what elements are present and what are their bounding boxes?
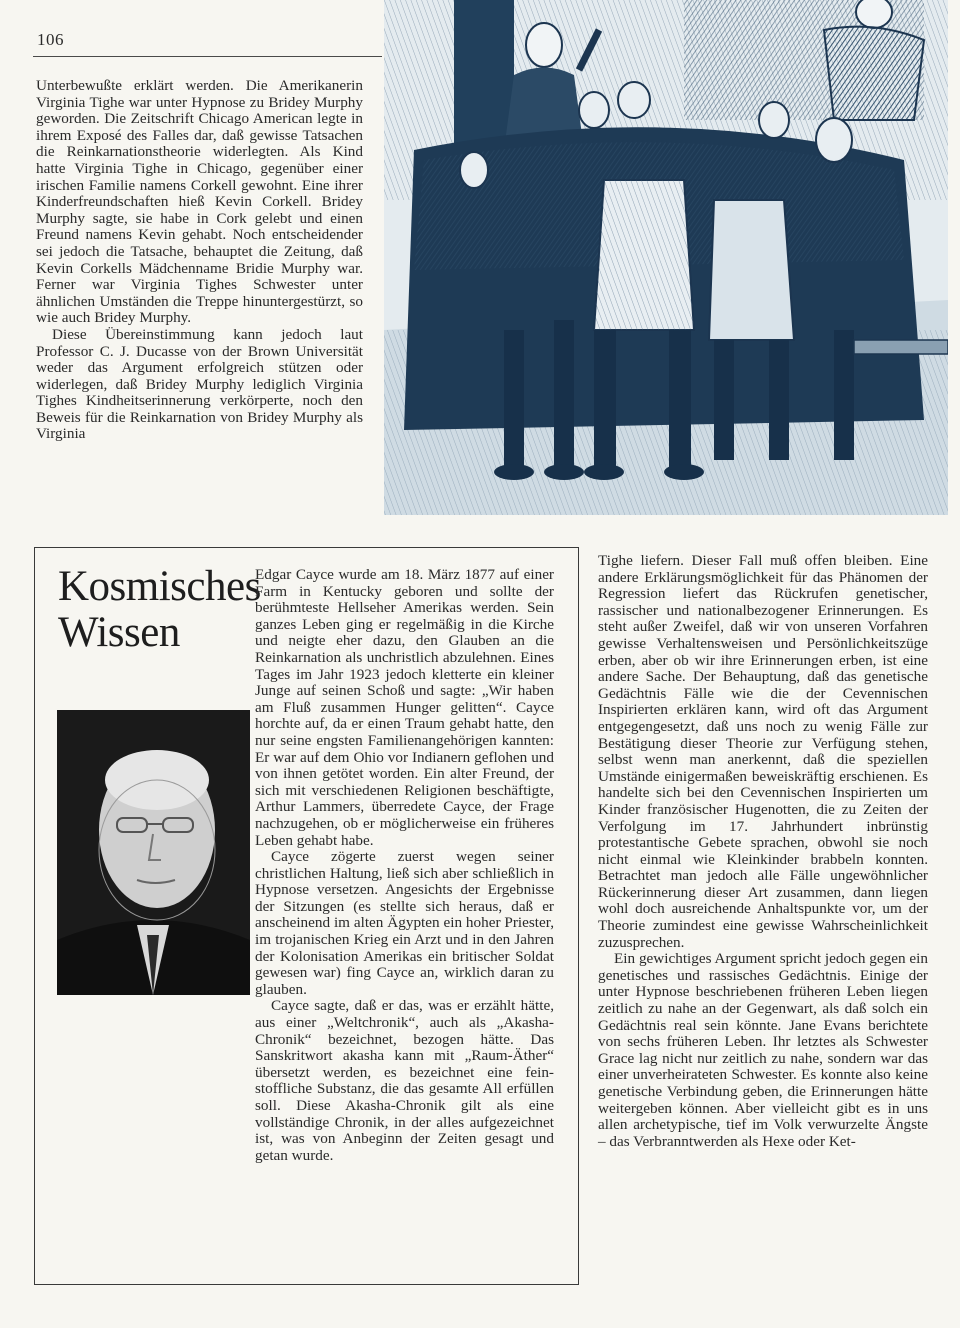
header-rule — [33, 56, 382, 57]
left-paragraph-1: Unterbewußte erklärt werden. Die Amerikanerin Virginia Tighe war unter Hypnose zu Bridey Murphy geworden. Die Zeitschrift Chicago American legte in ihrem Exposé des Falles dar, daß gewisse Tatsachen die Reinkarnationstheorie widerlegten. Als Kind hatte Virginia Tighe in Chicago, gegenüber einer irischen Familie namens Corkell gewohnt. Eine ihrer Kinderfreundschaften hieß Kevin Corkell. Bridey Murphy sagte, sie habe in Cork gelebt und einen Freund namens Kevin gehabt. Noch entscheidender sei jedoch die Tatsache, behauptet die Zeitung, daß Kevin Corkells Mädchenname Bridie Murphy war. Ferner war Virginia Tighes Schwester unter ähnlichen Umständen die Treppe hinuntergestürzt, so wie auch Bridey Murphy. — [36, 77, 363, 327]
portrait-photo-drawing — [57, 710, 250, 995]
right-column — [598, 553, 928, 1150]
sidebar-heading-line-1: Kosmisches — [58, 563, 261, 610]
left-paragraph-2: Diese Übereinstimmung kann jedoch laut Professor C. J. Ducasse von der Brown Universität weder das Argument erfolgreich stützen oder widerlegen, daß Bridey Murphy lediglich Virginia Tighes Kindheitserinnerung verkörperte, noch den Beweis für die Reinkarnation von Bridey Murphy als Virginia — [36, 325, 363, 443]
right-paragraph-2: Ein gewichtiges Argument spricht jedoch gegen ein genetisches und rassisches Gedächtnis. Einige der unter Hypnose beschriebenen früheren Leben liegen zeitlich zu nahe an der Gegenwart, als daß solch ein Gedächtnis real sein könnte. Jane Evans berichtete von sechs früheren Leben. Ihr letztes als Schwester Grace lag nicht nur zeitlich zu nahe, sondern war das einer unverheirateten Schwester. Es konnte also keine genetische Verbindung geben, die Erinnerungen hätte weitergeben können. Aber vielleicht gibt es in uns allen archetypische, tief im Volk verwurzelte Ängste – das Verbranntwerden als Hexe oder Ket- — [598, 950, 928, 1150]
sidebar-paragraph-2: Cayce zögerte zuerst wegen seiner christlichen Haltung, ließ sich aber schließlich in Hypnose versetzen. Angesichts der Ergebnisse der Sitzungen (es stellte sich heraus, daß er anscheinend im alten Ägypten ein hoher Priester, im trojanischen Krieg ein Arzt und in den Jahren der Kolonisation Amerikas ein britischer Soldat gewesen war) fing Cayce an, wirklich daran zu glauben. — [255, 848, 554, 998]
sidebar-heading-line-2: Wissen — [58, 609, 180, 656]
left-column — [36, 78, 363, 443]
sidebar-text-column — [255, 567, 554, 1164]
sidebar-heading — [58, 563, 261, 656]
right-paragraph-1: Tighe liefern. Dieser Fall muß offen bleiben. Eine andere Erklärungsmöglichkeit für das Phänomen der Regression liefert das Rückrufen genetischer, rassischer und nationalbezogener Erinnerungen. Es steht außer Zweifel, daß wir von unseren Vorfahren gewisse Verhaltensweisen und Persönlichkeitszüge erben, aber ob wir ihre Erinnerungen erben, ist eine andere Sache. Der Behauptung, daß das genetische Gedächtnis Fälle wie die der Cevennischen Inspirierten erklären kann, wird oft das Argument entgegengesetzt, daß uns noch zu wenig Fälle zur Bestätigung dieser Theorie zur Verfügung stehen, selbst wenn man anerkennt, daß die speziellen Umstände einigermaßen beweiskräftig erschienen. Es handelte sich bei den Cevennischen Inspirierten um Kinder französischer Hugenotten, die zu Zeiten der Verfolgung im 17. Jahrhundert inbrünstig protestantische Gebete sprachen, obwohl sie noch nicht einmal wie Kleinkinder brabbeln konnten. Betrachtet man jedoch alle Fälle ungewöhnlicher Rückerinnerung dieser Art zusammen, dann liegen wohl doch ausreichende Anhaltspunkte vor, um der Theorie zumindest eine gewisse Wahrscheinlichkeit zuzusprechen. — [598, 552, 928, 951]
sidebar-paragraph-1: Edgar Cayce wurde am 18. März 1877 auf einer Farm in Kentucky geboren und sollte der berühmteste Hellseher Amerikas werden. Sein ganzes Leben ging er regelmäßig in die Kirche und neigte eher dazu, den Glauben an die Reinkarnation als unchristlich abzulehnen. Eines Tages im Jahr 1923 jedoch kletterte ein kleiner Junge auf seinen Schoß und sagte: „Wir haben am Fluß zusammen Hunger gelitten“. Cayce horchte auf, da er einen Traum gehabt hatte, den nur seine engsten Familienangehörigen kannten: Er war auf dem Ohio vor Indianern geflohen und von ihnen getötet worden. Ein alter Freund, der sich mit verschiedenen Religionen beschäftigte, Arthur Lammers, überredete Cayce, der Frage nachzugehen, ob er möglicherweise ein früheres Leben gehabt habe. — [255, 566, 554, 849]
engraving-illustration — [384, 0, 948, 515]
portrait-photo — [57, 710, 250, 995]
sidebar-paragraph-3: Cayce sagte, daß er das, was er erzählt hätte, aus einer „Weltchronik“, auch als „Akasha-Chronik“ bezeichnet, bezogen hätte. Das Sanskritwort akasha kann mit „Raum-Äther“ übersetzt werden, es bezeichnet eine fein-stoffliche Substanz, die das gesamte All erfüllen soll. Diese Akasha-Chronik gilt als eine vollständige Chronik, in der alles aufgezeichnet ist, was von Anbeginn der Zeiten gesagt und getan wurde. — [255, 997, 554, 1164]
page-number: 106 — [37, 30, 64, 49]
engraving-illustration-drawing — [384, 0, 948, 515]
